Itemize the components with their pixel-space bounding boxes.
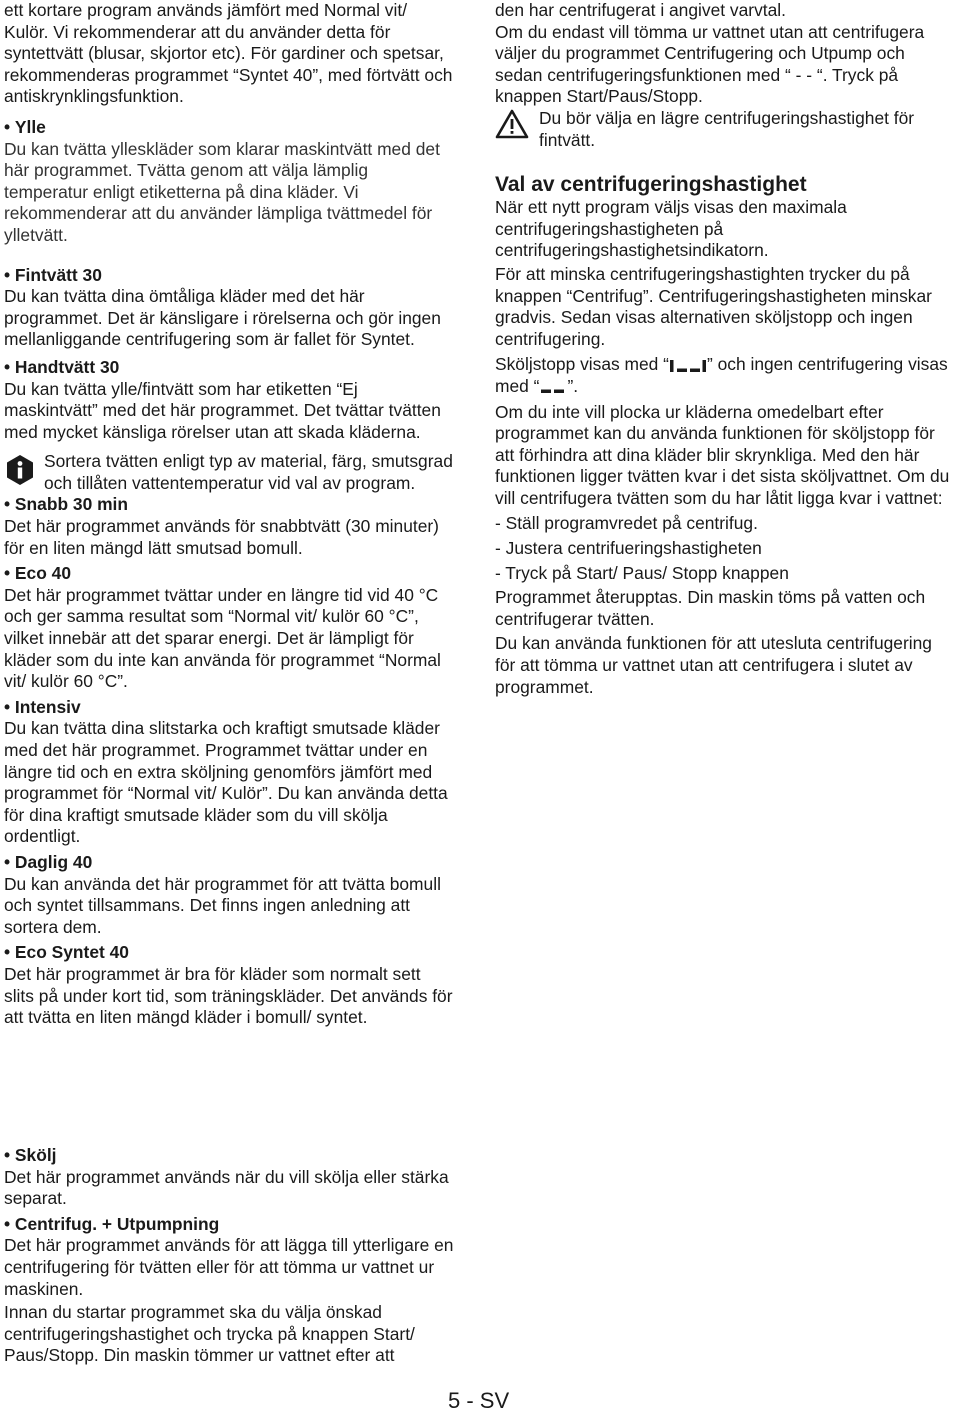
p3-part-c: ”.	[567, 375, 579, 396]
ecosyntet-title: • Eco Syntet 40	[4, 942, 454, 964]
intro-paragraph: ett kortare program används jämfört med Normal vit/ Kulör. Vi rekommenderar att du använder detta för syntettvätt (blusar, skjortor etc). För gardiner och spetsar, rekommenderas programmet “Syntet 40”, med förtvätt och antiskrynklingsfunktion.	[4, 0, 453, 107]
spin-paragraph-2: För att minska centrifugeringshastighten trycker du på knappen “Centrifug”. Centrifugeringshastigheten minskar gradvis. Sedan visas alternativen sköljstopp och ingen centrifugering.	[495, 263, 932, 349]
drain-only-paragraph: Om du endast vill tömma ur vattnet utan att centrifugera väljer du programmet Centrifugering och Utpump och sedan centrifugeringsfunktionen med “ - - “. Tryck på knappen Start/Paus/Stopp.	[495, 21, 925, 107]
steps-list	[495, 513, 955, 584]
skolj-title: • Skölj	[4, 1145, 464, 1167]
daglig-title: • Daglig 40	[4, 852, 454, 874]
info-note	[4, 451, 454, 494]
page-number: 5 - SV	[448, 1388, 510, 1413]
fintvatt-text: Du kan tvätta dina ömtåliga kläder med det här programmet. Det är känsligare i rörelserna och gör ingen mellanliggande centrifugering som är fallet för Syntet.	[4, 286, 441, 350]
no-spin-glyph	[539, 379, 567, 395]
ylle-title: • Ylle	[4, 117, 454, 139]
p3-part-a: Sköljstopp visas med “	[495, 354, 669, 375]
spin-paragraph-3	[495, 354, 955, 397]
p3-part-b: ” och ingen centrifugering visas med “	[495, 354, 948, 396]
fintvatt-title: • Fintvätt 30	[4, 265, 454, 287]
right-column	[495, 0, 955, 698]
ecosyntet-text: Det här programmet är bra för kläder som normalt sett slits på under kort tid, som träningskläder. Det används för att tvätta en liten mängd kläder i bomull/ syntet.	[4, 963, 453, 1028]
warning-note	[495, 108, 955, 151]
centrifug-text: Det här programmet används för att lägga till ytterligare en centrifugering för tvätten eller för att tömma ur vattnet ur maskinen.	[4, 1235, 454, 1299]
section-title: Val av centrifugeringshastighet	[495, 173, 807, 197]
intensiv-title: • Intensiv	[4, 697, 454, 719]
spin-paragraph-5: Programmet återupptas. Din maskin töms på vatten och centrifugerar tvätten.	[495, 587, 926, 629]
info-icon	[4, 454, 36, 486]
info-note-text: Sortera tvätten enligt typ av material, färg, smutsgrad och tillåten vattentemperatur vid val av program.	[44, 451, 453, 493]
bottom-left-block	[4, 1145, 464, 1367]
daglig-text: Du kan använda det här programmet för att tvätta bomull och syntet tillsammans. Det finns ingen anledning att sortera dem.	[4, 873, 441, 937]
snabb-title: • Snabb 30 min	[4, 494, 454, 516]
eco40-text: Det här programmet tvättar under en längre tid vid 40 °C och ger samma resultat som “Normal vit/ kulör 60 °C”, vilket innebär att det sparar energi. Det är lämpligt för kläder som du inte kan använda för programmet “Normal vit/ kulör 60 °C”.	[4, 584, 441, 692]
ylle-text: Du kan tvätta ylleskläder som klarar maskintvätt med det här programmet. Tvätta genom att välja lämplig temperatur enligt etiketterna på dina kläder. Vi rekommenderar att du använder lämpliga tvättmedel för ylletvätt.	[4, 138, 440, 245]
handtvatt-title: • Handtvätt 30	[4, 357, 454, 379]
rinse-hold-glyph	[669, 358, 707, 374]
handtvatt-text: Du kan tvätta ylle/fintvätt som har etiketten “Ej maskintvätt” med det här programmet. Det tvättar tvätten med mycket känsliga rörelser utan att skada kläderna.	[4, 378, 441, 442]
spin-paragraph-1: När ett nytt program väljs visas den maximala centrifugeringshastigheten på centrifugeringshastighetsindikatorn.	[495, 197, 847, 261]
left-column	[4, 0, 454, 1029]
centrifug-text-2: Innan du startar programmet ska du välja önskad centrifugeringshastighet och trycka på knappen Start/ Paus/Stopp. Din maskin tömmer ur vattnet efter att	[4, 1302, 415, 1366]
eco40-title: • Eco 40	[4, 563, 454, 585]
skolj-text: Det här programmet används när du vill skölja eller stärka separat.	[4, 1166, 449, 1209]
step-item: - Ställ programvredet på centrifug.	[495, 513, 758, 534]
step-item: - Tryck på Start/ Paus/ Stopp knappen	[495, 562, 789, 583]
centrifug-title: • Centrifug. + Utpumpning	[4, 1214, 464, 1236]
spin-paragraph-4: Om du inte vill plocka ur kläderna omedelbart efter programmet kan du använda funktionen för sköljstopp för att förhindra att dina kläder blir skrynkliga. Med den här funktionen ligger tvätten kvar i det sista sköljvattnet. Om du vill centrifugera tvätten som du har låtit ligga kvar i vattnet:	[495, 401, 950, 508]
warning-icon	[495, 108, 529, 140]
spin-paragraph-6: Du kan använda funktionen för att utesluta centrifugering för att tömma ur vattnet utan att centrifugera i slutet av programmet.	[495, 633, 932, 697]
step-item: - Justera centrifueringshastigheten	[495, 538, 762, 559]
continued-line: den har centrifugerat i angivet varvtal.	[495, 0, 786, 20]
warning-text: Du bör välja en lägre centrifugeringshastighet för fintvätt.	[539, 107, 915, 150]
intensiv-text: Du kan tvätta dina slitstarka och kraftigt smutsade kläder med det här programmet. Programmet tvättar under en längre tid och en extra sköljning genomförs jämfört med programmet för “Normal vit/ Kulör”. Du kan använda detta för dina kraftigt smutsade kläder som du vill skölja ordentligt.	[4, 718, 448, 847]
snabb-text: Det här programmet används för snabbtvätt (30 minuter) för en liten mängd lätt smutsad bomull.	[4, 516, 439, 558]
